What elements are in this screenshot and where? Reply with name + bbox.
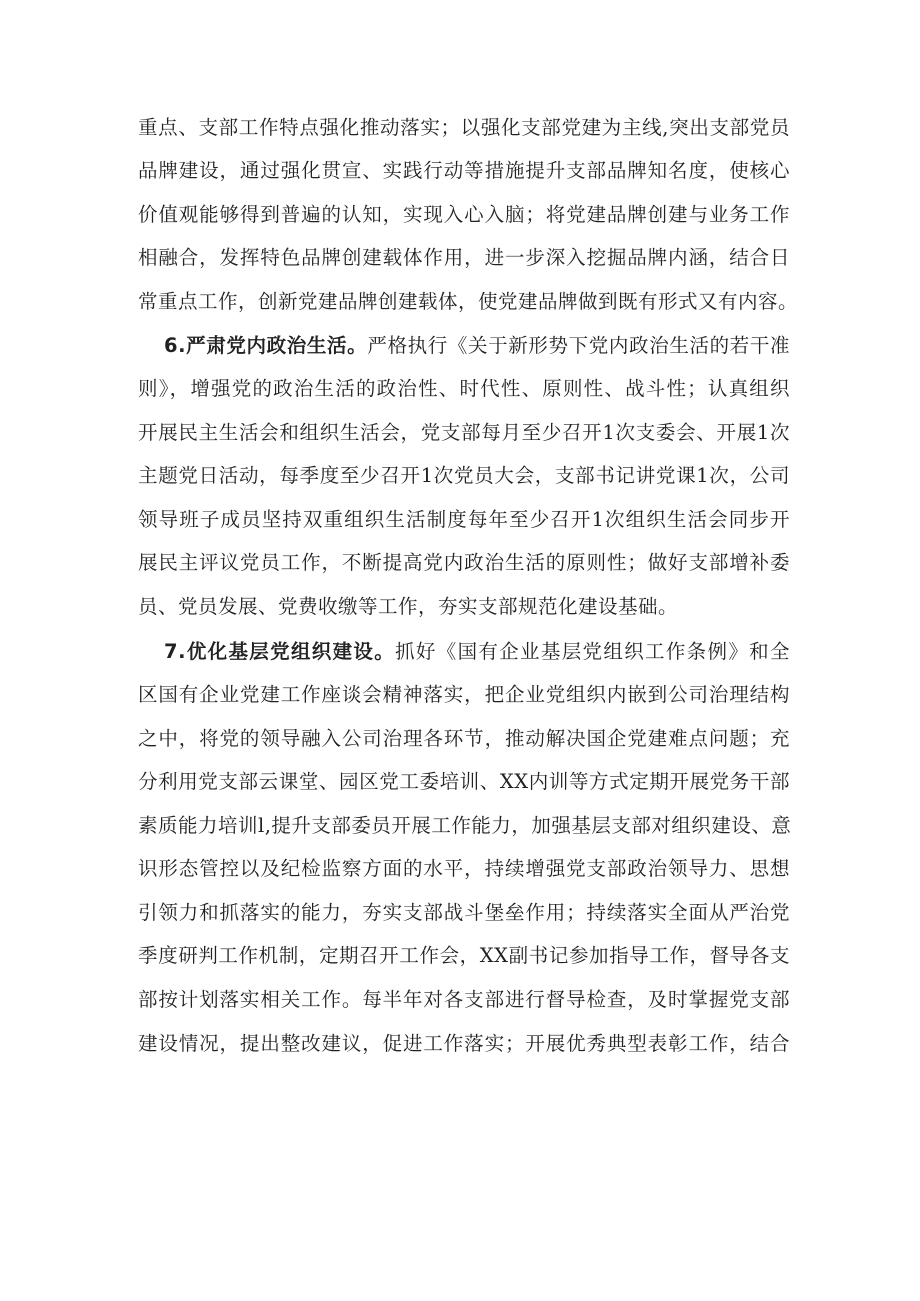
- paragraph-line: 开展民主生活会和组织生活会，党支部每月至少召开1次支委会、开展1次: [138, 421, 790, 444]
- paragraph-line: 区国有企业党建工作座谈会精神落实，把企业党组织内嵌到公司治理结构: [138, 683, 790, 706]
- paragraph-line: 则》，增强党的政治生活的政治性、时代性、原则性、战斗性；认真组织: [138, 377, 790, 400]
- paragraph-line: 展民主评议党员工作，不断提高党内政治生活的原则性；做好支部增补委: [138, 551, 790, 574]
- section-6-number: 6: [164, 334, 179, 357]
- paragraph-line: 季度研判工作机制，定期召开工作会，XX副书记参加指导工作，督导各支: [138, 944, 790, 967]
- paragraph-line: 引领力和抓落实的能力，夯实支部战斗堡垒作用；持续落实全面从严治党: [138, 901, 790, 924]
- paragraph-line: 建设情况，提出整改建议，促进工作落实；开展优秀典型表彰工作，结合: [138, 1032, 790, 1055]
- paragraph-line: 重点、支部工作特点强化推动落实；以强化支部党建为主线,突出支部党员: [138, 116, 790, 139]
- paragraph-line: 分利用党支部云课堂、园区党工委培训、XX内训等方式定期开展党务干部: [138, 770, 790, 793]
- section-6-heading: .严肃党内政治生活。: [178, 334, 368, 357]
- paragraph-line: 部按计划落实相关工作。每半年对各支部进行督导检查，及时掌握党支部: [138, 988, 790, 1011]
- section-6-first-line-text: 严格执行《关于新形势下党内政治生活的若干准: [367, 334, 790, 357]
- paragraph-line: 相融合，发挥特色品牌创建载体作用，进一步深入挖掘品牌内涵，结合日: [138, 246, 790, 269]
- section-7-number: 7: [164, 640, 179, 663]
- paragraph-line: 之中，将党的领导融入公司治理各环节，推动解决国企党建难点问题；充: [138, 727, 790, 750]
- section-6-first-line: [164, 331, 790, 361]
- section-7-heading: .优化基层党组织建设。: [178, 640, 396, 663]
- paragraph-line: 品牌建设，通过强化贯宣、实践行动等措施提升支部品牌知名度，使核心: [138, 159, 790, 182]
- paragraph-line: 常重点工作，创新党建品牌创建载体，使党建品牌做到既有形式又有内容。: [138, 290, 799, 313]
- paragraph-line: 员、党员发展、党费收缴等工作，夯实支部规范化建设基础。: [138, 595, 679, 618]
- paragraph-line: 素质能力培训l,提升支部委员开展工作能力，加强基层支部对组织建设、意: [138, 814, 792, 837]
- paragraph-line: 主题党日活动，每季度至少召开1次党员大会，支部书记讲党课1次，公司: [138, 464, 790, 487]
- paragraph-line: 价值观能够得到普遍的认知，实现入心入脑；将党建品牌创建与业务工作: [138, 203, 790, 226]
- section-7-first-line: [164, 637, 790, 667]
- section-7-first-line-text: 抓好《国有企业基层党组织工作条例》和全: [395, 640, 790, 663]
- paragraph-line: 领导班子成员坚持双重组织生活制度每年至少召开1次组织生活会同步开: [138, 508, 790, 531]
- paragraph-line: 识形态管控以及纪检监察方面的水平，持续增强党支部政治领导力、思想: [138, 857, 790, 880]
